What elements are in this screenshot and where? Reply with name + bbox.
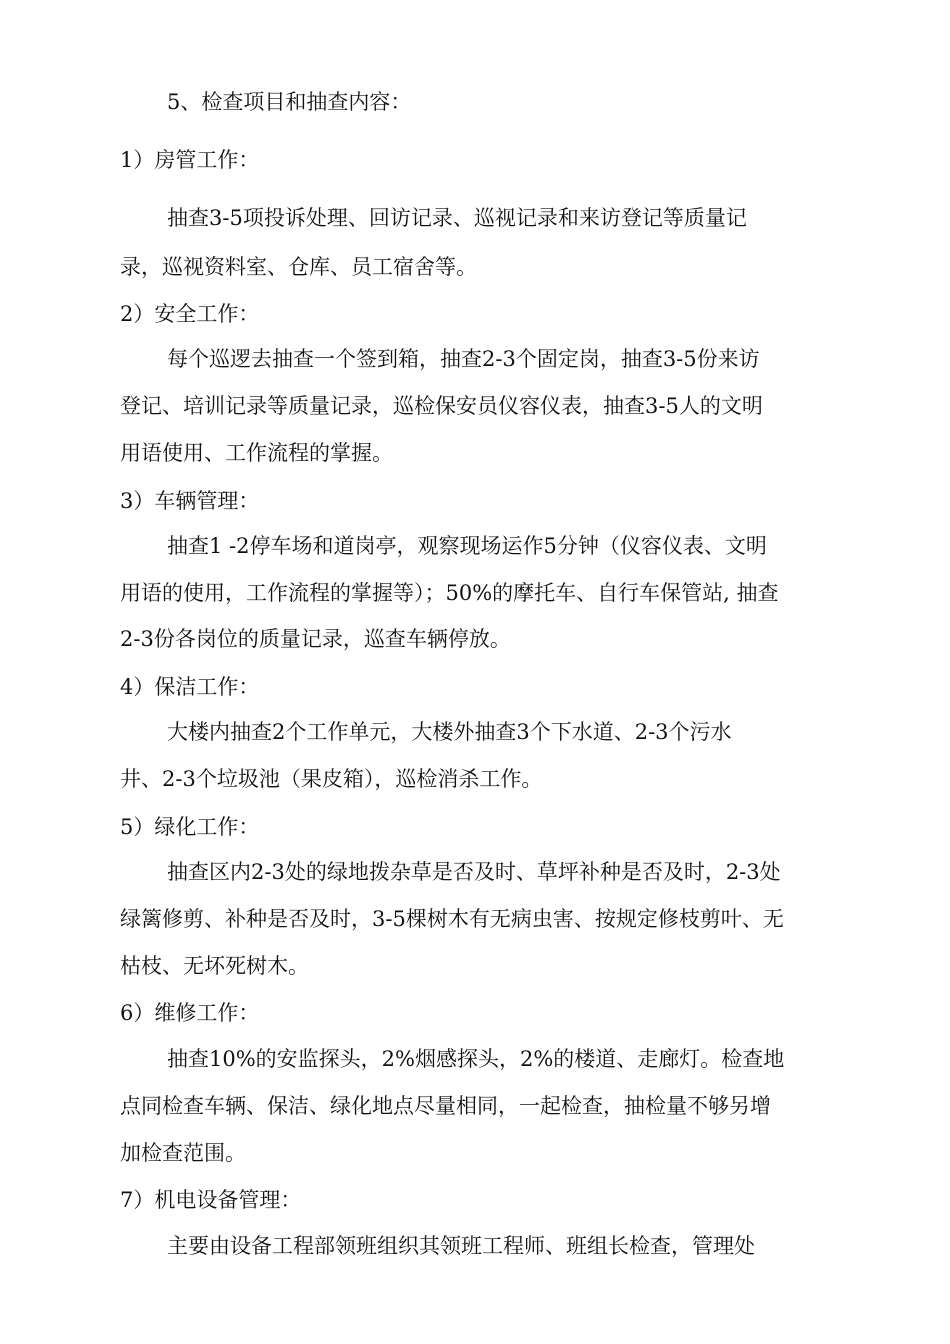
paragraph-line: 抽查3-5项投诉处理、回访记录、巡视记录和来访登记等质量记 xyxy=(167,206,747,230)
item-heading-security: 2）安全工作： xyxy=(120,302,260,326)
item-heading-vehicles: 3）车辆管理： xyxy=(120,489,260,513)
item-heading-greening: 5）绿化工作： xyxy=(120,815,260,839)
item-heading-maintenance: 6）维修工作： xyxy=(120,1001,260,1025)
item-heading-housing: 1）房管工作： xyxy=(120,148,260,172)
item-heading-cleaning: 4）保洁工作： xyxy=(120,675,260,699)
paragraph-line: 每个巡逻去抽查一个签到箱，抽查2-3个固定岗，抽查3-5份来访 xyxy=(167,347,760,371)
paragraph-line: 用语的使用，工作流程的掌握等）；50%的摩托车、自行车保管站, 抽查 xyxy=(120,581,779,605)
paragraph-line: 抽查1 -2停车场和道岗亭，观察现场运作5分钟（仪容仪表、文明 xyxy=(167,534,767,558)
paragraph-line: 登记、培训记录等质量记录，巡检保安员仪容仪表，抽查3-5人的文明 xyxy=(120,394,763,418)
paragraph-line: 井、2-3个垃圾池（果皮箱），巡检消杀工作。 xyxy=(120,767,543,791)
paragraph-line: 主要由设备工程部领班组织其领班工程师、班组长检查，管理处 xyxy=(167,1234,755,1258)
section-heading: 5、检查项目和抽查内容： xyxy=(167,90,412,114)
paragraph-line: 绿篱修剪、补种是否及时，3-5棵树木有无病虫害、按规定修枝剪叶、无 xyxy=(120,907,784,931)
paragraph-line: 枯枝、无坏死树木。 xyxy=(120,954,309,978)
paragraph-line: 用语使用、工作流程的掌握。 xyxy=(120,441,393,465)
item-heading-equipment: 7）机电设备管理： xyxy=(120,1188,302,1212)
paragraph-line: 大楼内抽查2个工作单元，大楼外抽查3个下水道、2-3个污水 xyxy=(167,720,732,744)
paragraph-line: 加检查范围。 xyxy=(120,1141,246,1165)
paragraph-line: 抽查区内2-3处的绿地拨杂草是否及时、草坪补种是否及时，2-3处 xyxy=(167,860,781,884)
paragraph-line: 抽查10%的安监探头，2%烟感探头，2%的楼道、走廊灯。检查地 xyxy=(167,1047,785,1071)
paragraph-line: 2-3份各岗位的质量记录，巡查车辆停放。 xyxy=(120,627,511,651)
paragraph-line: 录，巡视资料室、仓库、员工宿舍等。 xyxy=(120,255,477,279)
paragraph-line: 点同检查车辆、保洁、绿化地点尽量相同，一起检查，抽检量不够另增 xyxy=(120,1094,771,1118)
